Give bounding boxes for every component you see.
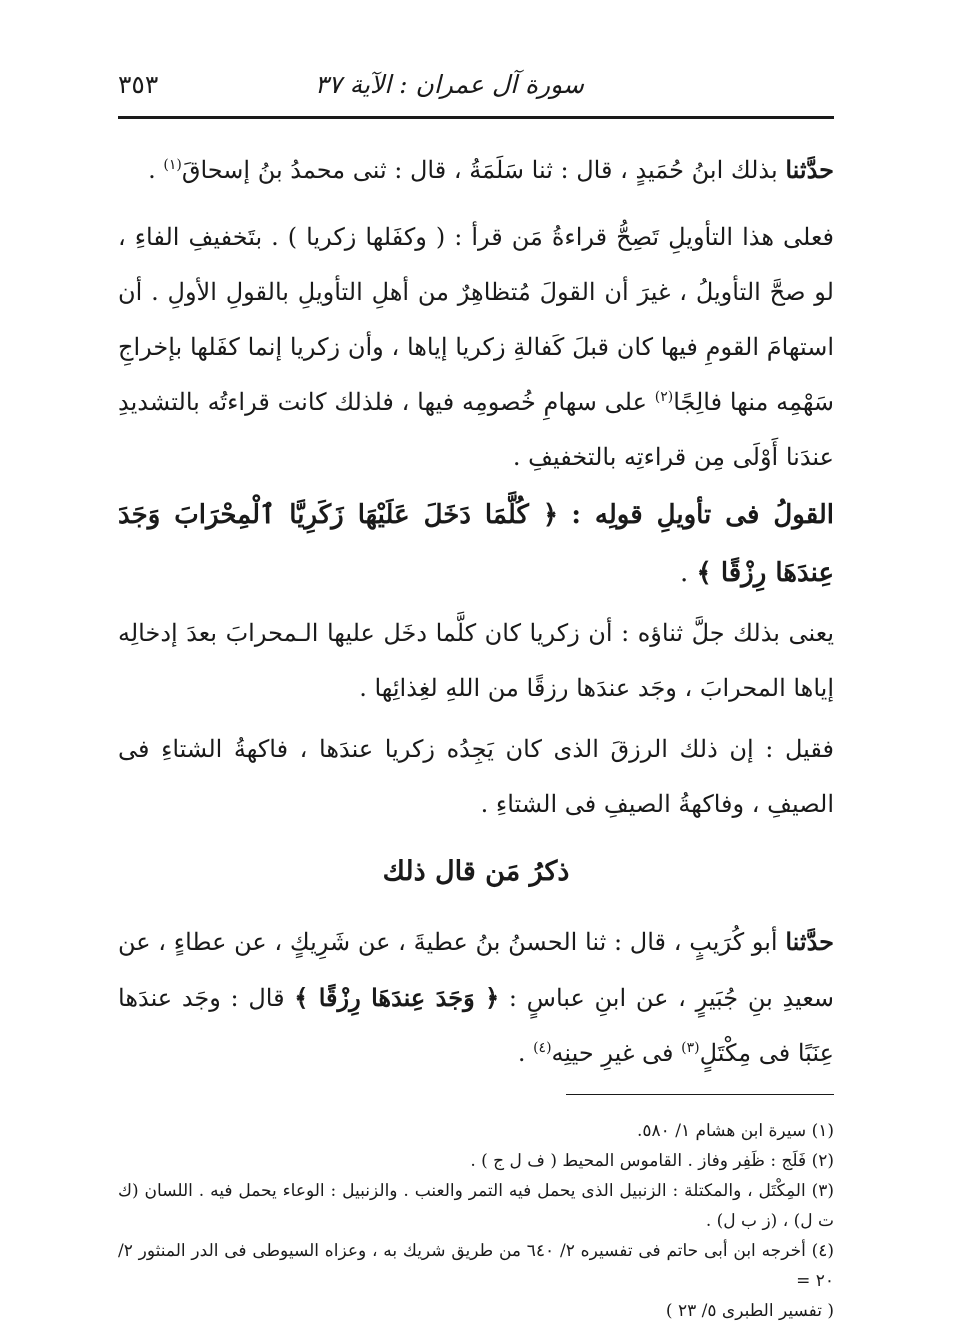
paragraph-text: بذلك ابنُ حُمَيدٍ ، قال : ثنا سَلَمَةُ ، قال : ثنى محمدُ بنُ إسحاقَ xyxy=(181,156,778,184)
footnote-ref-2: (٢) xyxy=(654,389,674,405)
paragraph-text-cont: على سهامِ خُصومِه فيها ، فلذلك كانت قراءتُه بالتشديدِ عندَنا أَوْلَى مِن قراءتِه بالتخفيفِ . xyxy=(118,388,834,471)
paragraph-text-cont: فى غيرِ حينِه xyxy=(551,1039,682,1067)
quran-verse: ﴿ كُلَّمَا دَخَلَ عَلَيْهَا زَكَرِيَّا ٱلْمِحْرَابَ وَجَدَ عِندَهَا رِزْقًا ﴾ xyxy=(118,500,834,588)
paragraph-isnad-1 xyxy=(118,142,834,198)
quran-verse: ﴿ وَجَدَ عِندَهَا رِزْقًا ﴾ xyxy=(294,983,500,1012)
verse-heading xyxy=(118,486,834,602)
footnote-1: (١) سيرة ابن هشام ١/ ٥٨٠. xyxy=(636,1121,834,1141)
paragraph-text: يعنى بذلك جلَّ ثناؤه : أن زكريا كان كلَّما دخَل عليها الـمحرابَ بعدَ إدخالِه إياها المحرابَ ، وجَد عندَها رزقًا من اللهِ لغِذائِها . xyxy=(118,619,834,702)
page-number: ٣٥٣ xyxy=(118,70,159,99)
hadith-lead: حدَّثنا xyxy=(785,155,834,184)
paragraph-text: أبو كُرَيبٍ ، قال : ثنا الحسنُ بنُ عطيةَ ، عن شَرِيكٍ ، عن عطاءٍ ، عن سعيدِ بنِ جُبَيرٍ ، عن ابنِ عباسٍ : xyxy=(118,928,835,1012)
hadith-lead: حدَّثنا xyxy=(785,927,834,956)
heading-end: . xyxy=(680,558,697,588)
paragraph-commentary-3 xyxy=(118,722,834,832)
paragraph-isnad-2 xyxy=(118,914,834,1081)
footnote-ref-1: (١) xyxy=(163,157,182,173)
footnote-2: (٢) فَلَج : ظَفِر وفاز . القاموس المحيط ( ف ل ج ) . xyxy=(470,1151,834,1171)
header-divider xyxy=(118,116,834,119)
paragraph-text-cont: قال : وجَد عندَها عِنَبًا فى مِكْتَلٍ xyxy=(118,984,834,1067)
footnote-continuation: ( تفسير الطبرى ٥/ ٢٣ ) xyxy=(665,1301,834,1321)
footnote-ref-4: (٤) xyxy=(533,1040,552,1056)
paragraph-commentary-1 xyxy=(118,210,834,485)
paragraph-commentary-2 xyxy=(118,606,834,716)
footnote-divider xyxy=(566,1094,834,1095)
footnote-4: (٤) أخرجه ابن أبى حاتم فى تفسيره ٢/ ٦٤٠ من طريق شريك به ، وعزاه السيوطى فى الدر المنثور ٢/ ٢٠ = xyxy=(118,1241,835,1291)
paragraph-end: . xyxy=(148,156,164,184)
footnote-ref-3: (٣) xyxy=(681,1040,700,1056)
header-title: سورة آل عمران : الآية ٣٧ xyxy=(314,70,584,99)
footnote-3: (٣) المِكْتَل ، والمكتلة : الزنبيل الذى يحمل فيه التمر والعنب . والزنبيل : الوعاء يحمل فيه . اللسان (ك ت ل) ، (ز ب ل) . xyxy=(118,1181,834,1231)
paragraph-text: فعلى هذا التأويلِ تَصِحُّ قراءةُ مَن قرأ : ( وكفَلها زكريا ) . بتَخفيفِ الفاءِ ، لو صحَّ التأويلُ ، غيرَ أن القولَ مُتظاهِرٌ من أهلِ التأويلِ بالقولِ الأولِ . أن استهامَ القومِ فيها كان قبلَ كَفالةِ زكريا إياها ، وأن زكريا إنما كفَلها بإخراجِ سَهْمِه منها فالِجًا xyxy=(118,223,835,416)
footnotes xyxy=(118,1116,834,1326)
heading-lead: القولُ فى تأويلِ قولِه : xyxy=(571,500,834,530)
running-header xyxy=(118,66,834,106)
paragraph-end: . xyxy=(517,1039,534,1067)
paragraph-text: فقيل : إن ذلك الرزقَ الذى كان يَجِدُه زكريا عندَها ، فاكهةُ الشتاءِ فى الصيفِ ، وفاكهةُ الصيفِ فى الشتاءِ . xyxy=(118,735,834,818)
section-heading: ذكرُ مَن قال ذلك xyxy=(382,856,570,887)
